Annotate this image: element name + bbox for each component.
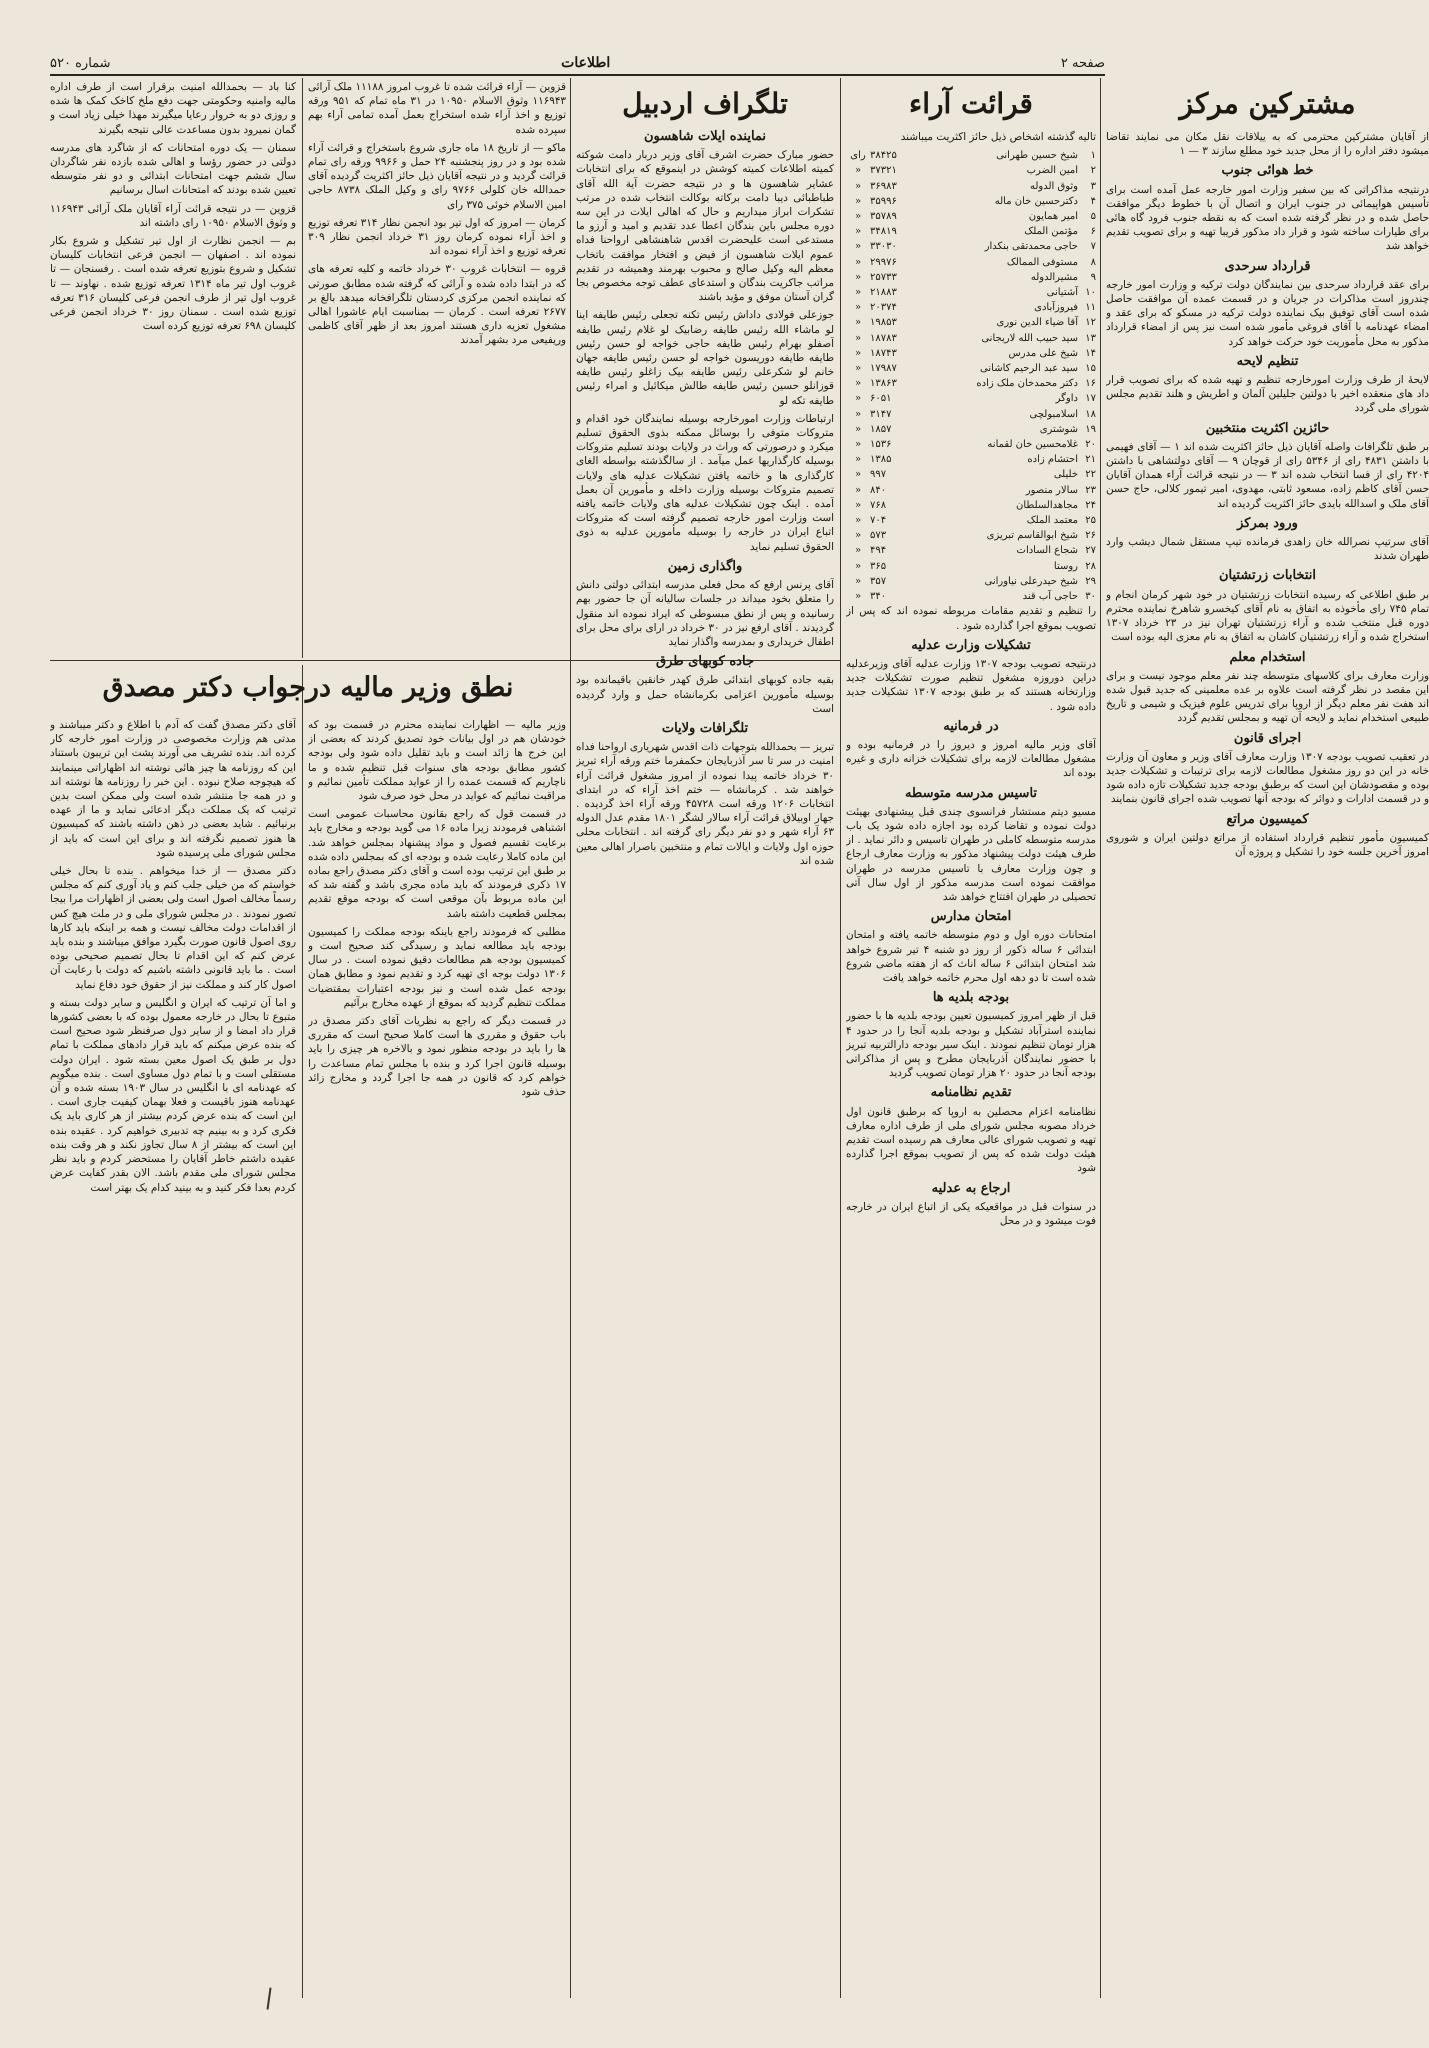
vote-unit: « [854,575,862,587]
section-body: قبل از ظهر امروز کمیسیون تعیین بودجه بلدیه ها با حضور نماینده استرآباد تشکیل و بودجه بلدیه آنجا را در حدود ۴ هزار تومان تنظیم نمودند . اینک سیر بودجه دارالتربیه تبریز با حضور نمایندگان آذربایجان مطرح و پس از مذاکراتی بودجه آنجا در حدود ۲۰ هزار تومان تصویب گردید [846,1010,1096,1080]
section-body: آقای سرتیپ نصرالله خان زاهدی فرمانده تیپ مستقل شمال دیشب وارد طهران شدند [1106,536,1429,563]
candidate-name: معتمد الملک [1026,515,1078,527]
vote-unit: « [854,499,862,511]
section-heading: استخدام معلم [1229,649,1306,665]
column-finance-minister-b [50,718,296,1995]
vote-unit: « [854,287,862,299]
section-body: ارتباطات وزارت امورخارجه بوسیله نمایندگان خود اقدام و متروکات متوفی را بوسائل ممکنه بذوی الحقوق تسلیم میکرد و درصورتی که وراث در ولایات بودند تسلیم متروکات بوسیله کارگذاریها عمل میآمد . از سالگذشته بواسطه الغای کارگذاری ها و خاتمه یافتن تشکیلات عدلیه های ولایات تصمیم متروکات بوسیله وزارت داخله و مأمورین آن بعمل آمده . اینک چون تشکیلات عدلیه های ولایات خاتمه یافته است وزارت امور خارجه تصمیم گرفته است که متروکات اتباع ایران در خارجه را بوسیله مأمورین عدلیه به ذوی الحقوق تسلیم نماید [576,412,834,553]
lower-headline [50,664,566,714]
section-heading: حائزین اکثریت منتخبین [1205,420,1330,436]
column-finance-minister-a [308,718,566,1995]
vote-unit: « [854,211,862,223]
vote-rank: ۲۲ [1085,469,1096,481]
section-heading: اجرای قانون [1233,730,1302,746]
vote-rank: ۱۲ [1085,317,1096,329]
candidate-name: شیخ حسین طهرانی [996,150,1078,162]
section-body: بر طبق تلگرافات واصله آقایان ذیل حائز اکثریت شده اند ۱ — آقای فهیمی با داشتن ۴۸۳۱ رای از ۵۳۴۶ رای از قوچان ۹ — آقای دولتشاهی با داشتن ۴۲۰۴ رای از فسا انتخاب شده اند ۳ — در نتیجه قرائت آراء همدان آقایان حسن آقای کاظم زاده، مسعود ثابتی، مهدوی، امیر تیمور کلالی، حاج حسن آقای ملک و اسدالله بایدی حائز اکثریت گردیده اند [1106,440,1429,510]
section-body: قزوین — در نتیجه قرائت آراء آقایان ملک آرائی ۱۱۶۹۴۳ و وثوق الاسلام ۱۰۹۵۰ رای داشته اند [50,202,296,229]
section-heading: ورود بمرکز [1237,515,1298,531]
candidate-name: داوگر [1055,393,1078,405]
vote-rank: ۷ [1090,241,1096,253]
vote-count: ۳۵۷ [870,575,887,587]
section-heading: تاسیس مدرسه متوسطه [904,785,1038,801]
section-body: نظامنامه اعزام محصلین به اروپا که برطبق قانون اول خرداد مصوبه مجلس شورای ملی از طرف اداره معارف تهیه و تصویب شورای عالی معارف هم رسیده است تقدیم هیئت دولت شده که پس از تصویب بموقع اجرا گذارده شود [846,1105,1096,1175]
candidate-name: حاجی آب قند [1022,591,1078,603]
vote-row [846,315,1096,330]
vote-unit: « [854,302,862,314]
candidate-name: فیروزآبادی [1034,302,1078,314]
article-intro: تالیه گذشته اشخاص ذیل حائز اکثریت میباشند [900,131,1096,143]
section-body: درنتیجه تصویب بودجه ۱۳۰۷ وزارت عدلیه آقای وزیرعدلیه دراین دوروزه مشغول تنظیم صورت تشکیلات جدید وزارتخانه هستند که بر طبق بودجه ۱۳۰۷ تشکیلات جدید داده شود . [846,657,1096,713]
vote-unit: « [854,226,862,238]
vote-unit: « [854,180,862,192]
section-body: آقای وزیر مالیه امروز و دیروز را در فرمانیه بوده و مشغول مطالعات لازمه برای تشکیلات خزانه داری و غیره بوده اند [846,738,1096,780]
section-heading: واگذاری زمین [667,558,743,574]
vote-count: ۷۶۸ [870,499,887,511]
vote-count: ۳۵۹۹۶ [870,195,897,207]
column-rule [1100,78,1101,1998]
section-body: قزوین — آراء قرائت شده تا غروب امروز ۱۱۱۸۸ ملک آرائی ۱۱۶۹۴۳ وثوق الاسلام ۱۰۹۵۰ در ۳۱ ماه تمام که ۹۵۱ ورقه توزیع و اخذ آراء شده استخراج بعمل آمده تمامی آراء بهم سپرده شده [308,81,566,136]
section-heading: در فرمانیه [943,718,999,734]
vote-rank: ۱۱ [1085,302,1096,314]
vote-row [846,391,1096,406]
section-body: وزیر مالیه — اظهارات نماینده محترم در قسمت بود که خودشان هم در اول بیانات خود تصدیق کردند که بعضی از این خرج ها زائد است و باید تقلیل داده شود ولی بودجه کشور مطابق بودجه های سنوات قبل تنظیم شده و ما ناچاریم که قسمت عمده را از عواید مملکت تأمین نمائیم و مراقبت نمائیم که عواید در محل خود صرف شود [308,719,566,803]
vote-count: ۹۹۷ [870,469,887,481]
vote-rank: ۱۰ [1085,287,1096,299]
vote-unit: « [854,530,862,542]
vote-rank: ۲۶ [1085,530,1096,542]
vote-row [846,285,1096,300]
vote-unit: « [854,393,862,405]
candidate-name: مؤتمن الملک [1024,226,1078,238]
vote-row [846,163,1096,178]
candidate-name: روستا [1053,560,1078,572]
masthead [50,52,1105,76]
vote-count: ۷۰۴ [870,515,887,527]
candidate-name: سید عبد الرحیم کاشانی [980,363,1078,375]
vote-unit: « [854,454,862,466]
vote-count: ۳۴۸۱۹ [870,226,897,238]
vote-count: ۱۷۹۸۷ [870,363,897,375]
section-heading: بودجه بلدیه ها [932,990,1010,1006]
issue-number: شماره ۵۲۰ [50,55,111,71]
vote-rank: ۸ [1090,256,1096,268]
candidate-name: سید حبیب الله لاریجانی [981,332,1078,344]
vote-rank: ۱۷ [1085,393,1096,405]
section-heading: ارجاع به عدلیه [931,1180,1011,1196]
candidate-name: غلامحسین خان لقمانه [987,439,1078,451]
section-body: بقیه جاده کوبهای ابتدائی طرق کهدر خانقین باقیمانده بود بوسیله مأمورین اعزامی بکرمانشاه حمل و وارد گردیده است [576,674,834,715]
section-body: را تنظیم و تقدیم مقامات مربوطه نموده اند که پس از تصویب بموقع اجرا گذارده شود . [846,605,1096,632]
vote-row [846,179,1096,194]
section-body: در سنوات قبل در مواقعیکه یکی از اتباع ایران در خارجه فوت میشود و در محل [846,1200,1096,1228]
vote-unit: « [854,515,862,527]
candidate-name: دکتر محمدخان ملک زاده [976,378,1078,390]
vote-count: ۶۰۵۱ [870,393,892,405]
candidate-name: مشیرالدوله [1030,271,1078,283]
candidate-name: مجاهدالسلطان [1015,499,1078,511]
section-heading: انتخابات زرتشتیان [1219,568,1316,584]
vote-unit: « [854,347,862,359]
vote-unit: « [854,423,862,435]
vote-rank: ۲۰ [1085,439,1096,451]
article-title: مشترکین مرکز [1179,87,1356,120]
article-title: نطق وزیر مالیه درجواب دکتر مصدق [102,672,514,703]
vote-row [846,452,1096,467]
candidate-name: آشتیانی [1046,287,1078,299]
vote-row [846,361,1096,376]
section-body: آقای دکتر مصدق گفت که آدم با اطلاع و دکتر میباشند و مدتی هم وزارت مخصوصی در وزارت امور خارجه کار کرده اند. بنده تشریف می آورند پشت این تریبون باستناد این که روزنامه ها چیز هائی نوشته اند اظهاراتی مینمایند که هیچوجه صلاح نبوده . این خبر را روزنامه ها نوشته اند و در همه جا منتشر شده است ولی ممکن است بدین ترتیب که یک مملکت دیگر ادعائی نماید و ما از عهده برنیائیم . شاید بعضی در ذهن داشته باشند که کمیسیون ها هنوز تصمیم نگرفته اند و برای این است که باید از مجلس شورای ملی پرسیده شود [50,719,296,859]
section-body: مسیو دیتم مستشار فرانسوی چندی قبل پیشنهادی بهیئت دولت نموده و تقاضا کرده بود اجازه داده شود یک باب مدرسه متوسطه کاملی در طهران تاسیس و دائر نماید . از طرف هیئت دولت پیشنهاد مذکور به وزارت معارف ارجاع و چون وزارت معارف با تاسیس مدرسه در طهران موافقت نموده است مدرسه مذکور از اول سال آتی تحصیلی در طهران افتتاح خواهد شد [846,805,1096,903]
vote-row [846,483,1096,498]
page-number: صفحه ۲ [1060,55,1105,71]
vote-unit: « [854,195,862,207]
vote-row [846,407,1096,422]
column-vote-count [846,80,1096,1995]
section-body: تبریز — بحمدالله بتوجهات ذات اقدس شهریاری ارواحنا فداه امنیت در سر تا سر آذربایجان حکمفرما ختم ورقه آراء تبریز ۳۰ خرداد خاتمه پیدا نموده از امروز مشغول قرائت آراء خواهند شد . کرمانشاه — ختم اخذ آراء که در ابتدای انتخابات ۱۲۰۶ ورقه است ۴۵۷۲۸ ورقه آراء اخذ گردیده . جهار اوبیلاق قرائت آراء سالار لشگر ۱۸۰۱ مقدم عدل الدوله ۶۳ آراء شهر و دو نفر دیگر رای گرفته اند . انتخابات محلی حوزه اول ولایات و ایالات تمام و منتخبین باصرار اهالی معین شده اند [576,741,834,867]
vote-rank: ۲۵ [1085,515,1096,527]
section-body: آقای پرنس ارفع که محل فعلی مدرسه ابتدائی دولتی دانش را متعلق بخود میداند در جلسات سالیانه آن جا حضور بهم رسانیده و پس از نطق مبسوطی که ایراد نموده اند منقول گردیدند . آقای ارفع نیز در ۳۰ خرداد در ارای برای محل برای اطفال خریداری و بمدرسه واگذار نماید [576,579,834,648]
vote-count: ۳۱۴۷ [870,408,892,420]
candidate-name: شیخ ابوالقاسم تبریزی [986,530,1078,542]
vote-row [846,498,1096,513]
candidate-name: امین الضرب [1026,165,1078,177]
section-body: در قسمت دیگر که راجع به نظریات آقای دکتر مصدق در باب حقوق و مقرری ها است کاملا صحیح است که مقرری ها را باید در بودجه منظور نمود و بالاخره هر چیزی را باید بوسیله قانون اجرا کرد و بنده با مجلس تمام مساعدت را خواهم کرد که قانون در همه جا اجرا گردد و مخارج زائد حذف شود [308,1015,566,1099]
section-heading: تلگرافات ولایات [661,720,749,736]
section-heading: تشکیلات وزارت عدلیه [911,637,1031,653]
vote-rank: ۲۳ [1085,484,1096,496]
vote-row [846,209,1096,224]
vote-count: ۳۶۵ [870,560,887,572]
vote-count: ۲۱۸۸۳ [870,287,897,299]
section-body: سمنان — یک دوره امتحانات که از شاگرد های مدرسه دولتی در حضور رؤسا و اهالی شده بازده نفر شاگردان سال ششم جهت امتحانات ابتدائی و دو نفر متوسطه تعیین شده بودند که امتحانات اسال برسانیم [50,141,296,197]
section-heading: کمیسیون مراتع [1226,811,1309,827]
vote-count: ۱۸۵۷ [870,423,892,435]
vote-row [846,346,1096,361]
vote-count: ۱۹۸۵۳ [870,317,897,329]
section-body: وزارت معارف برای کلاسهای متوسطه چند نفر معلم موجود نیست و برای این مقصد در نظر گرفته است علاوه بر عده معلمینی که جدید قبول شده اند هفت نفر معلم دیگر از اروپا برای تدریس علوم فیزیک و شیمی و تاریخ طبیعی استخدام نماید و لایحه آن تهیه و بمجلس تقدیم گردد [1106,669,1429,725]
column-rule [302,665,303,1998]
column-rule [840,78,841,1998]
vote-row [846,528,1096,543]
candidate-name: احتشام زاده [1027,454,1078,466]
vote-row [846,422,1096,437]
vote-unit: « [854,591,862,603]
vote-rank: ۱۶ [1085,378,1096,390]
vote-rank: ۱۵ [1085,363,1096,375]
section-body: لایحهٔ از طرف وزارت امورخارجه تنظیم و تهیه شده که برای تصویب قرار داد های منعقده اخیر با دولتین جلیلین آلمان و اطریش و هلند تقدیم مجلس شورای ملی گردد [1106,374,1429,415]
pen-mark [267,1988,278,2011]
vote-count: ۱۳۸۶۳ [870,378,897,390]
vote-row [846,437,1096,452]
section-heading: خط هوائی جنوب [1221,163,1314,179]
vote-rank: ۱۳ [1085,332,1096,344]
section-body: حضور مبارک حضرت اشرف آقای وزیر دربار دامت شوکته کمیته اطلاعات کمیته کوشش در اینموقع که برای انتخابات عشایر شاهسون ها و در نتیجه حضرت آیة الله آقای طباطبائی دیبا دامت برکاته بوکالت انتخاب شده در مرتب تشکرات ابراز میداریم و حال که اهالی ایلات در این سه دوره مجلس باین بندگان اعطا عدد تقدیم و امید و آرزو ما مستدعی است علیحضرت اقدس شاهنشاهی ارواحنا فداه عموم ایلات شاهسون از فیض و افتخار موافقت باتخاب معظم الیه وکیل صالح و محبوب بهرمند وهمیشه در تقدیم مراتب جاکریت بندگان و استدعای عطف توجه مخصوص بجا گران آستان موفق و مؤید باشند [576,149,834,304]
vote-rank: ۹ [1090,271,1096,283]
vote-count: ۴۹۴ [870,545,887,557]
vote-rank: ۱۴ [1085,347,1096,359]
section-body: جوزعلی فولادی داداش رئیس تکنه تجعلی رئیس طایفه اینا لو ماشاء الله رئیس طایفه رضابیک لو غلام رئیس طایفه آصفلو بهرام رئیس طایفه حاجی خواجه لو حسن رئیس طایفه طایفه دوریسون خواجه لو حسن رئیس طایفه جهان خانم لو شکرعلی رئیس طایفه بیک زاغلو رئیس طایفه قوزانلو حسین رئیس طایفه طالش میکائیل و امراء رئیس طایفه تکه لو [576,309,834,407]
vote-unit: « [854,332,862,344]
candidate-name: امیر همایون [1028,211,1078,223]
vote-rank: ۲ [1090,165,1096,177]
vote-rank: ۱ [1090,150,1096,162]
column-ardabil-telegram [576,80,834,1995]
vote-rank: ۲۴ [1085,499,1096,511]
vote-row [846,376,1096,391]
vote-rank: ۳ [1090,180,1096,192]
vote-rank: ۶ [1090,226,1096,238]
vote-unit: « [854,317,862,329]
vote-count: ۱۸۷۴۳ [870,347,897,359]
vote-count: ۳۴۰ [870,591,887,603]
vote-row [846,331,1096,346]
vote-unit: « [854,408,862,420]
vote-unit: « [854,560,862,572]
section-body: درنتیجه مذاکراتی که بین سفیر وزارت امور خارجه عمل آمده است برای تأسیس هواپیمائی در جنوب ایران و اتصال آن با خطوط دیگر موافقت حاصل شده و در نظر گرفته شده است که به نقطه جنوب فرود گاه هائی برای طیارات ساخته شود و قرار داد مذکور قریبا تهیه و برای تصویب تقدیم خواهد شد [1106,183,1429,253]
vote-rank: ۲۹ [1085,575,1096,587]
column-rule [570,78,571,1998]
vote-unit: « [854,256,862,268]
section-body: برای عقد قرارداد سرحدی بین نمایندگان دولت ترکیه و وزارت امور خارجه چندروز است مذاکرات در جریان و در قسمت عمده آن موافقت حاصل شده است آقای توفیق بیک نماینده دولت ترکیه در مسکو که برای عقد و امضاء عهدنامه با آقای فروغی مأمور شده است نیز پس از امضاء قرارداد مذکور به محل مأموریت خود حرکت خواهد کرد [1106,278,1429,348]
section-body: در قسمت قول که راجع بقانون محاسبات عمومی است اشتباهی فرمودند زیرا ماده ۱۶ می گوید بودجه و مخارج باید برعایت تقسیم فصول و مواد پیشنهاد بمجلس خواهد شد. این ماده کاملا رعایت شده و بودجه ای که بمجلس داده شده بر طبق این ترتیب بوده است و آقای دکتر مصدق راجع بماده ۱۷ ذکری فرمودند که باید ماده مجری باشد و گفته شد که این ماده مربوط بآن موقعی است که بودجه موقع تقدیم بمجلس قطعیت داشته باشد [308,808,566,920]
vote-count: ۲۵۷۳۳ [870,271,897,283]
article-intro: از آقایان مشترکین محترمی که به ییلاقات نقل مکان می نمایند تقاضا میشود دفتر اداره را از محل جدید خود مطلع سازند ۳ — ۱ [1106,131,1429,158]
vote-row [846,589,1096,604]
vote-rank: ۳۰ [1085,591,1096,603]
candidate-name: خلیلی [1053,469,1078,481]
article-title: تلگراف اردبیل [622,87,788,120]
vote-rank: ۲۱ [1085,454,1096,466]
vote-rank: ۲۷ [1085,545,1096,557]
section-body: امتحانات دوره اول و دوم متوسطه خاتمه یافته و امتحان ابتدائی ۶ ساله ذکور از روز دو شنبه ۴ تیر شروع خواهد شد امتحان ابتدائی ۶ ساله اناث که از هفته ماضی شروع شده است تا دو دهه اول محرم خاتمه خواهد یافت [846,929,1096,984]
column-provincial-telegrams [308,80,566,655]
vote-count: ۵۷۳ [870,530,887,542]
vote-row [846,300,1096,315]
vote-row [846,194,1096,209]
section-heading: امتحان مدارس [930,909,1012,925]
section-body: و اما آن ترتیب که ایران و انگلیس و سایر دولت بسته و متبوع تا بحال در خارجه معمول بوده که با بعضی کشورها قرار داد امضا و از سایر دول صرفنظر شود صحیح است که بنده عرض میکنم که باید قرار دادهای مملکت با تمام دول بر طبق یک اصول معین بسته شود . ایران دولت مستقلی است و با تمام دول مساوی است . بنده میگویم که عهدنامه ای با انگلیس در سال ۱۹۰۳ بسته شده و آن عهدنامه هنوز باقیست و فعلا بهمان کیفیت جاری است . این است که بنده عرض کردم بیشتر از هر کاری باید یک فکری کرد و به بینیم چه تدبیری خواهیم کرد . عقیده بنده این است که بیشتر از ۸ سال تجاوز نکند و هر وقت بنده عقیده داشتم خاطر آقایان را مستحضر کردم و باید نظر مجلس شورای ملی مقدم باشد. الان بقدر کفایت عرض کردم بعدا فکر کنید و به بینید کدام یک بهتر است [50,996,296,1194]
candidate-name: سالار منصور [1025,484,1078,496]
vote-count: ۳۵۷۸۹ [870,211,897,223]
vote-rank: ۱۸ [1085,408,1096,420]
vote-unit: « [854,469,862,481]
candidate-name: شوشتری [1039,423,1078,435]
section-body: بر طبق اطلاعی که رسیده انتخابات زرتشتیان در خود شهر کرمان انجام و تمام ۷۴۵ رای مأخوذه به اتفاق به نام آقای کیخسرو شاهرخ نماینده محترم دوره قبل منتخب شده و آراء زرتشتیان تهران نیز در ۲۳ خرداد ۱۳۰۷ استخراج شده و آراء زرتشتیان کاشان به اتفاق به نام معزی الیه بوده است [1106,588,1429,644]
vote-count: ۳۸۴۲۵ [870,150,897,162]
vote-row [846,255,1096,270]
candidate-name: آقا ضیاء الدین نوری [996,317,1078,329]
vote-count: ۲۰۳۷۴ [870,302,897,314]
vote-unit: رای [850,150,866,162]
vote-row [846,239,1096,254]
section-body: کنا باد — بحمدالله امنیت برقرار است از طرف اداره مالیه وامنیه وحکومتی جهت دفع ملخ کاخک کمک ها شده و روزی دو به خروار رعایا میگیرند مهذا خیلی زیاد است و گمان نمیرود بدون مساعدت عالی نتیجه بگیرند [50,81,296,136]
vote-rank: ۵ [1090,211,1096,223]
section-heading: قرارداد سرحدی [1224,258,1311,274]
vote-count: ۲۹۹۷۶ [870,256,897,268]
vote-count: ۱۵۳۶ [870,439,892,451]
column-rule [302,78,303,658]
section-body: ماکو — از تاریخ ۱۸ ماه جاری شروع باستخراج و قرائت آراء شده بود و در روز پنجشنبه ۲۴ حمل و ۹۹۶۶ ورقه رای تمام قرائت گردید و در نتیجه آقایان ذیل حائز اکثریت گردیده آقای حمدالله خان کلولی ۹۷۶۶ رای و وکیل الملک ۸۷۳۸ حاجی امین الاسلام خوئی ۳۷۵ رای [308,141,566,211]
vote-count: ۱۳۸۵ [870,454,892,466]
vote-row [846,270,1096,285]
section-body: مطلبی که فرمودند راجع باینکه بودجه مملکت را کمیسیون بودجه باید مطالعه نماید و رسیدگی کند صحیح است و کمیسیون بودجه هم مطالعات دقیق نموده است . در سال ۱۳۰۶ دولت بوجه ای تهیه کرد و تقدیم نمود و مطابق همان بودجه عمل شده است و نیز بودجه اعتبارات بمقتضیات مملکت تنظیم گردید که بموقع از عهده مخارج برآئیم [308,925,566,1009]
vote-count: ۱۸۷۸۳ [870,332,897,344]
vote-row [846,543,1096,558]
candidate-name: شیخ حیدرعلی نیاورانی [984,575,1078,587]
candidate-name: مستوفی الممالک [1006,256,1078,268]
vote-count: ۸۴۰ [870,484,887,496]
vote-row [846,559,1096,574]
vote-unit: « [854,271,862,283]
vote-unit: « [854,484,862,496]
section-body: قروه — انتخابات غروب ۳۰ خرداد خاتمه و کلیه تعرفه های که در ابتدا داده شده و آرائی که گرفته شده مطابق صورتی که نماینده انجمن مرکزی کردستان تلگرافخانه میدهد بالغ بر ۲۶۷۷ تعرفه است . کرمان — بمناسبت ایام عاشورا اهالی مشغول تعزیه داری هستند امروز بعد از ظهر آقای کاظمی وریفیعی مرد بشهر آمدند [308,263,566,347]
candidate-name: وثوق الدوله [1029,180,1078,192]
vote-rank: ۱۹ [1085,423,1096,435]
vote-unit: « [854,241,862,253]
candidate-name: شجاع السادات [1016,545,1078,557]
candidate-name: دکترحسین خان ماله [994,195,1078,207]
vote-count: ۳۶۹۸۳ [870,180,897,192]
section-body: در تعقیب تصویب بودجه ۱۳۰۷ وزارت معارف آقای وزیر و معاون آن وزارت خانه در این دو روز مشغول مطالعات لازمه برای ترتیبات و تشکیلات جدید بوده و مقصودشان این است که برطبق بودجه جدید تشکیلات تازه داده شود و در قسمت ادارات و دوائر که بودجه آنها تصویب شده اجرای قانون بنمایند [1106,750,1429,806]
vote-unit: « [854,165,862,177]
section-body: کرمان — امروز که اول تیر بود انجمن نظار ۳۱۴ تعرفه توزیع و اخذ آراء نموده کرمان روز ۳۱ خرداد انجمن نظار ۳۰۹ تعرفه توزیع و اخذ آراء نموده اند [308,216,566,258]
section-heading: جاده کوبهای طرق [656,654,754,670]
vote-row [846,224,1096,239]
candidate-name: شیخ علی مدرس [1008,347,1078,359]
section-body: بم — انجمن نظارت از اول تیر تشکیل و شروع بکار نموده اند . اصفهان — انجمن فرعی انتخابات کلیسان تشکیل و شروع بتوزیع تعرفه شده است . رفسنجان — تا غروب اول تیر ماه ۱۳۱۴ تعرفه توزیع شده . نهاوند — تا غروب اول تیر از طرف انجمن فرعی کلیسان ۳۱۶ تعرفه توزیع شده است . سمنان روز ۳۰ خرداد انجمن فرعی کلیسان ۶۹۸ تعرفه توزیع کرده است [50,235,296,333]
vote-unit: « [854,363,862,375]
article-subtitle: نماینده ایلات شاهسون [643,129,767,144]
vote-unit: « [854,545,862,557]
vote-count: ۳۷۳۲۱ [870,165,897,177]
vote-row [846,574,1096,589]
candidate-name: اسلامبولچی [1029,408,1078,420]
column-center-subscribers [1106,80,1429,1995]
vote-unit: « [854,378,862,390]
section-heading: تقدیم نظامنامه [930,1085,1012,1101]
vote-row [846,513,1096,528]
vote-row [846,467,1096,482]
candidate-name: حاجی محمدتقی بنکدار [984,241,1078,253]
vote-row [846,148,1096,163]
vote-unit: « [854,439,862,451]
vote-table [846,148,1096,604]
vote-rank: ۲۸ [1085,560,1096,572]
column-local-news [50,80,296,655]
article-title: قرائت آراء [909,87,1033,120]
vote-count: ۳۳۰۳۰ [870,241,897,253]
section-body: کمیسیون مأمور تنظیم قرارداد استفاده از مراتع دولتین ایران و شوروی امروز آخرین جلسه خود را تشکیل و پروژه آن [1106,831,1429,858]
section-body: دکتر مصدق — از خدا میخواهم . بنده تا بحال خیلی خواستم که من خیلی جلب کنم و یاد آوری کنم که مجلس رسماً مخالف اصول است ولی بعضی از اظهارات مرا بیجا تصور نمودند . در مجلس شورای ملی و در ملت هیچ کس از اقدامات دولت مخالف نیست و همه بر اینکه باید کارها روی اصول قانون صورت بگیرد موافق میباشند و بنده باید عرض کنم که این اقدام تا بحال تصمیم صحیحی بوده است . ما باید قانونی داشته باشیم که دولت با رعایت آن اصول کار کند و مملکت نیز از حقوق خود دفاع نماید [50,865,296,991]
vote-rank: ۴ [1090,195,1096,207]
section-heading: تنظیم لایحه [1236,353,1299,369]
newspaper-name: اطلاعات [561,55,611,71]
